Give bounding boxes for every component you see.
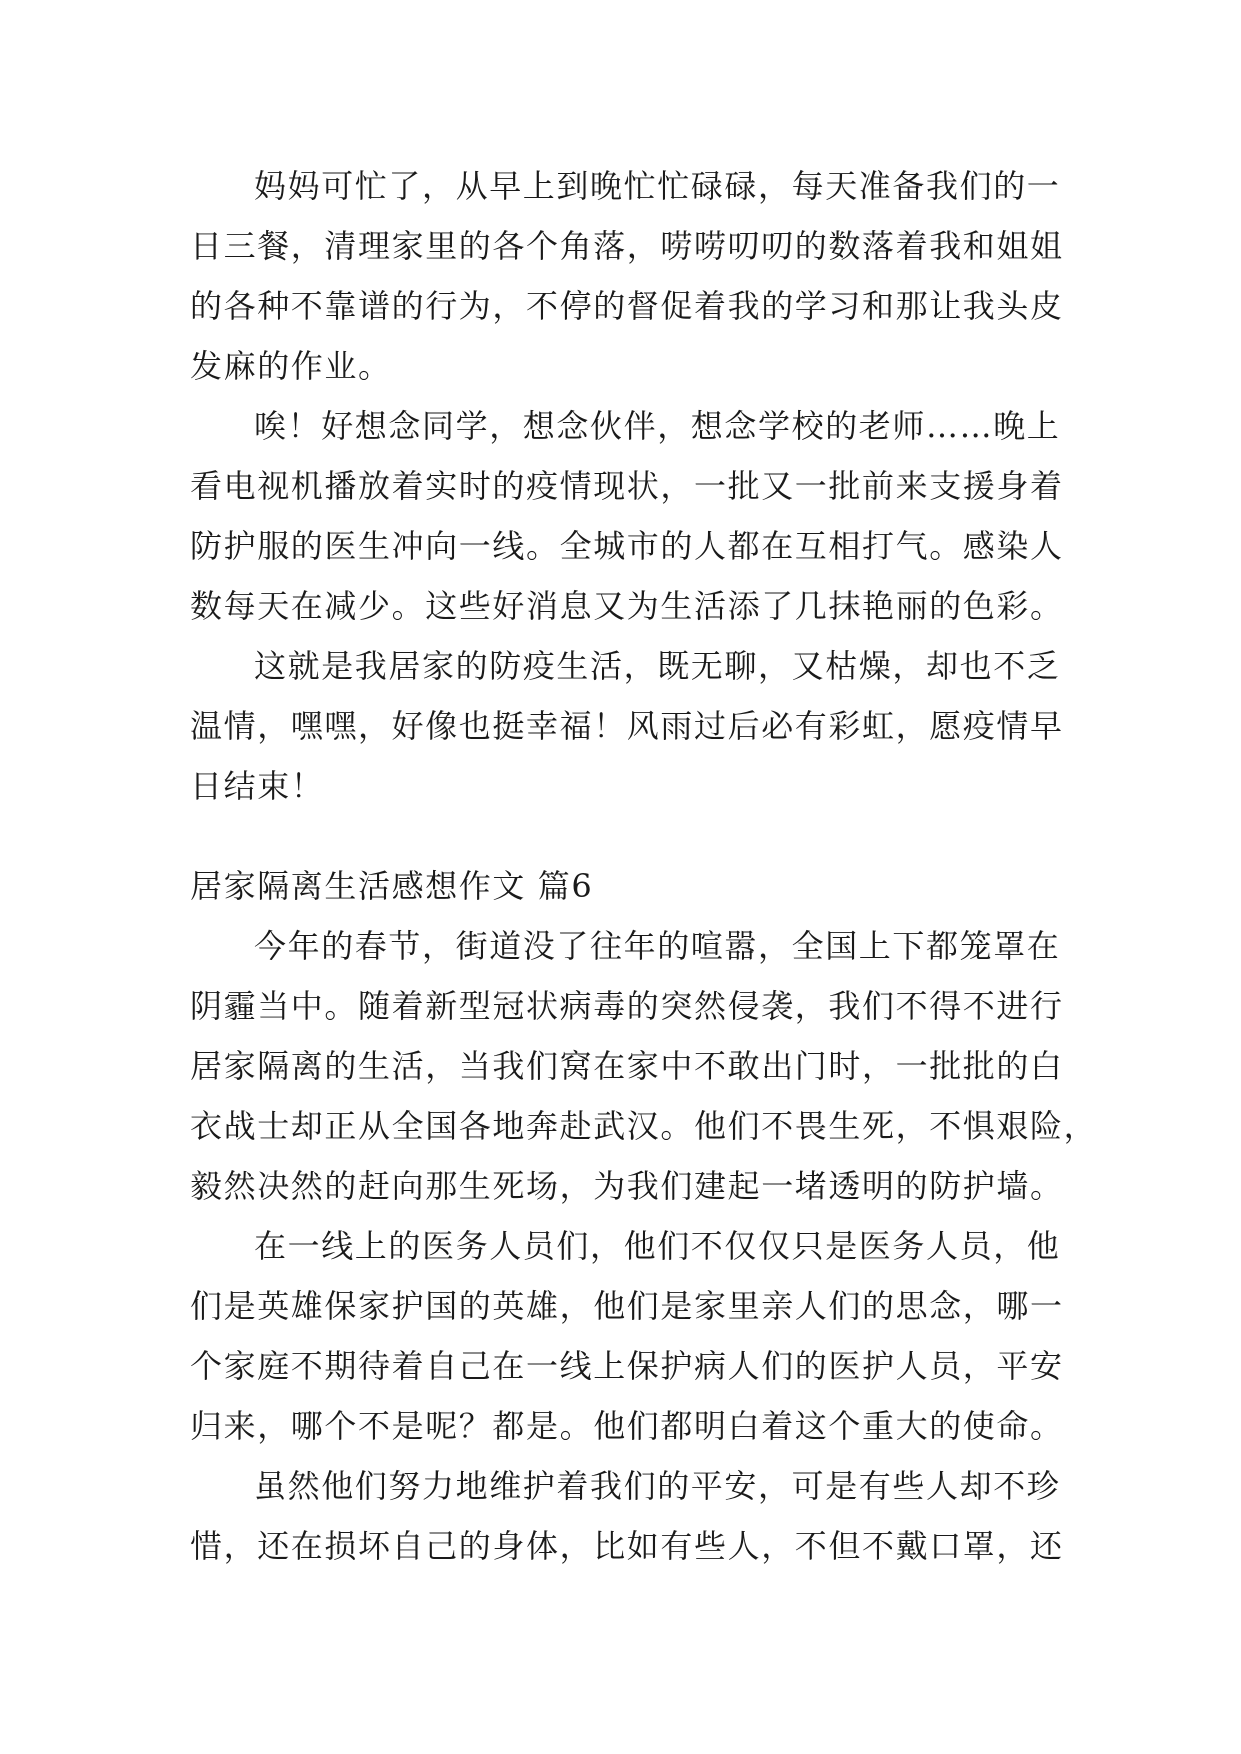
paragraph-line: 居家隔离的生活，当我们窝在家中不敢出门时，一批批的白	[190, 1047, 1064, 1085]
paragraph-line: 虽然他们努力地维护着我们的平安，可是有些人却不珍	[254, 1467, 1061, 1505]
paragraph-line: 个家庭不期待着自己在一线上保护病人们的医护人员，平安	[190, 1347, 1064, 1385]
paragraph-line: 的各种不靠谱的行为，不停的督促着我的学习和那让我头皮	[190, 287, 1064, 325]
paragraph-line: 归来，哪个不是呢？都是。他们都明白着这个重大的使命。	[190, 1407, 1064, 1445]
paragraph-line: 们是英雄保家护国的英雄，他们是家里亲人们的思念，哪一	[190, 1287, 1064, 1325]
paragraph-line: 日三餐，清理家里的各个角落，唠唠叨叨的数落着我和姐姐	[190, 227, 1064, 265]
paragraph-line: 唉！好想念同学，想念伙伴，想念学校的老师……晚上	[254, 407, 1061, 445]
paragraph-line: 妈妈可忙了，从早上到晚忙忙碌碌，每天准备我们的一	[254, 167, 1061, 205]
paragraph-line: 在一线上的医务人员们，他们不仅仅只是医务人员，他	[254, 1227, 1061, 1265]
paragraph-line: 数每天在减少。这些好消息又为生活添了几抹艳丽的色彩。	[190, 587, 1064, 625]
paragraph-line: 看电视机播放着实时的疫情现状，一批又一批前来支援身着	[190, 467, 1064, 505]
paragraph-line: 阴霾当中。随着新型冠状病毒的突然侵袭，我们不得不进行	[190, 987, 1064, 1025]
paragraph-line: 这就是我居家的防疫生活，既无聊，又枯燥，却也不乏	[254, 647, 1061, 685]
paragraph-line: 惜，还在损坏自己的身体，比如有些人，不但不戴口罩，还	[190, 1527, 1064, 1565]
paragraph-line: 温情，嘿嘿，好像也挺幸福！风雨过后必有彩虹，愿疫情早	[190, 707, 1064, 745]
paragraph-line: 防护服的医生冲向一线。全城市的人都在互相打气。感染人	[190, 527, 1064, 565]
paragraph-line: 衣战士却正从全国各地奔赴武汉。他们不畏生死，不惧艰险，	[190, 1107, 1098, 1145]
paragraph-line: 日结束！	[190, 767, 325, 805]
paragraph-line: 毅然决然的赶向那生死场，为我们建起一堵透明的防护墙。	[190, 1167, 1064, 1205]
section-heading: 居家隔离生活感想作文 篇6	[190, 867, 594, 905]
paragraph-line: 今年的春节，街道没了往年的喧嚣，全国上下都笼罩在	[254, 927, 1061, 965]
paragraph-line: 发麻的作业。	[190, 347, 392, 385]
